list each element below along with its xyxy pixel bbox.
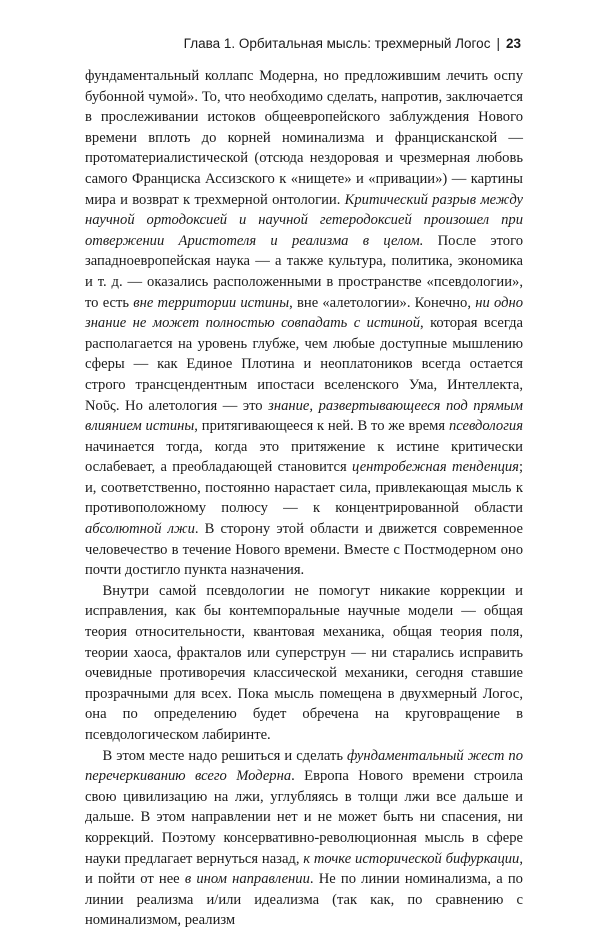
paragraph-1 <box>85 66 523 581</box>
paragraph-3 <box>85 746 523 931</box>
body-text <box>85 66 523 931</box>
emphasis-text: центробежная тенденция <box>352 459 519 476</box>
text-run: , которая всегда располагается на уровень глубже, чем любые доступные мышлению сферы — как Единое Плотина и неоплатоников всегда остается строго трансцендентным ипостаси вселенского Ума, Интеллекта, Νοῦς. Но алетология — это <box>85 315 523 414</box>
emphasis-text: в ином направлении <box>184 871 310 888</box>
emphasis-text: вне территории истины <box>133 294 290 311</box>
running-header <box>0 36 521 52</box>
text-run: . В сторону этой области и движется современное человечество в течение Нового времени. Вместе с Постмодерном оно почти достигло пункта назначения. <box>85 521 523 579</box>
text-run: начинается тогда, когда это притяжение к истине критически ослабевает, а преобладающей становится <box>85 438 523 476</box>
emphasis-text: Критический разрыв между научной ортодоксией и научной гетеродоксией произошел при отвержении Аристотеля и реализма в целом. <box>85 191 523 249</box>
page-number: 23 <box>505 36 521 51</box>
text-run: , и пойти от нее <box>85 850 524 888</box>
text-run: ; и, соответственно, постоянно нарастает сила, привлекающая мысль к противоположному полюсу — к концентрированной области <box>85 459 524 517</box>
emphasis-text: псевдология <box>448 418 523 435</box>
paragraph-2 <box>85 581 523 746</box>
text-run: , вне «алетологии». Конечно, <box>289 294 476 311</box>
emphasis-text: знание, развертывающееся под прямым влиянием истины <box>85 397 523 435</box>
emphasis-text: фундаментальный жест по перечеркиванию всего Модерна <box>85 747 523 785</box>
header-separator: | <box>496 36 500 51</box>
chapter-title: Глава 1. Орбитальная мысль: трехмерный Логос <box>183 36 491 51</box>
text-run: фундаментальный коллапс Модерна, но предложившим лечить оспу бубонной чумой». То, что необходимо сделать, напротив, заключается в прослеживании истоков общеевропейского заблуждения Нового времени вплоть до корней номинализма и францисканской — протоматериалистической (отсюда нездоровая и чрезмерная любовь самого Франциска Ассизского к «нищете» и «привации») — картины мира и возврат к трехмерной онтологии. <box>85 68 523 208</box>
emphasis-text: к точке исторической бифуркации <box>303 850 520 867</box>
text-run: . Не по линии номинализма, а по линии реализма и/или идеализма (так как, по сравнению с номинализмом, реализм <box>85 871 523 929</box>
text-run: В этом месте надо решиться и сделать <box>102 747 347 764</box>
text-run: После этого западноевропейская наука — а также культура, политика, экономика и т. д. — оказались расположенными в пространстве «псевдологии», то есть <box>85 232 523 311</box>
text-run: , притягивающееся к ней. В то же время <box>194 418 449 435</box>
text-run: . Европа Нового времени строила свою цивилизацию на лжи, углубляясь в толщи лжи все дальше и дальше. В этом направлении нет и не может быть ни спасения, ни коррекций. Поэтому консервативно-революционная мысль в сфере науки предлагает вернуться назад, <box>85 768 523 867</box>
text-run: Внутри самой псевдологии не помогут никакие коррекции и исправления, как бы контемпоральные научные модели — общая теория относительности, квантовая механика, общая теория поля, теории хаоса, фракталов или суперструн — ни старались исправить очевидные противоречия классической механики, сегодня ставшие прозрачными для всех. Пока мысль помещена в двухмерный Логос, она по определению будет обречена на круговращение в псевдологическом лабиринте. <box>85 582 523 743</box>
emphasis-text: абсолютной лжи <box>85 521 195 538</box>
emphasis-text: ни одно знание не может полностью совпадать с истиной <box>85 294 523 332</box>
